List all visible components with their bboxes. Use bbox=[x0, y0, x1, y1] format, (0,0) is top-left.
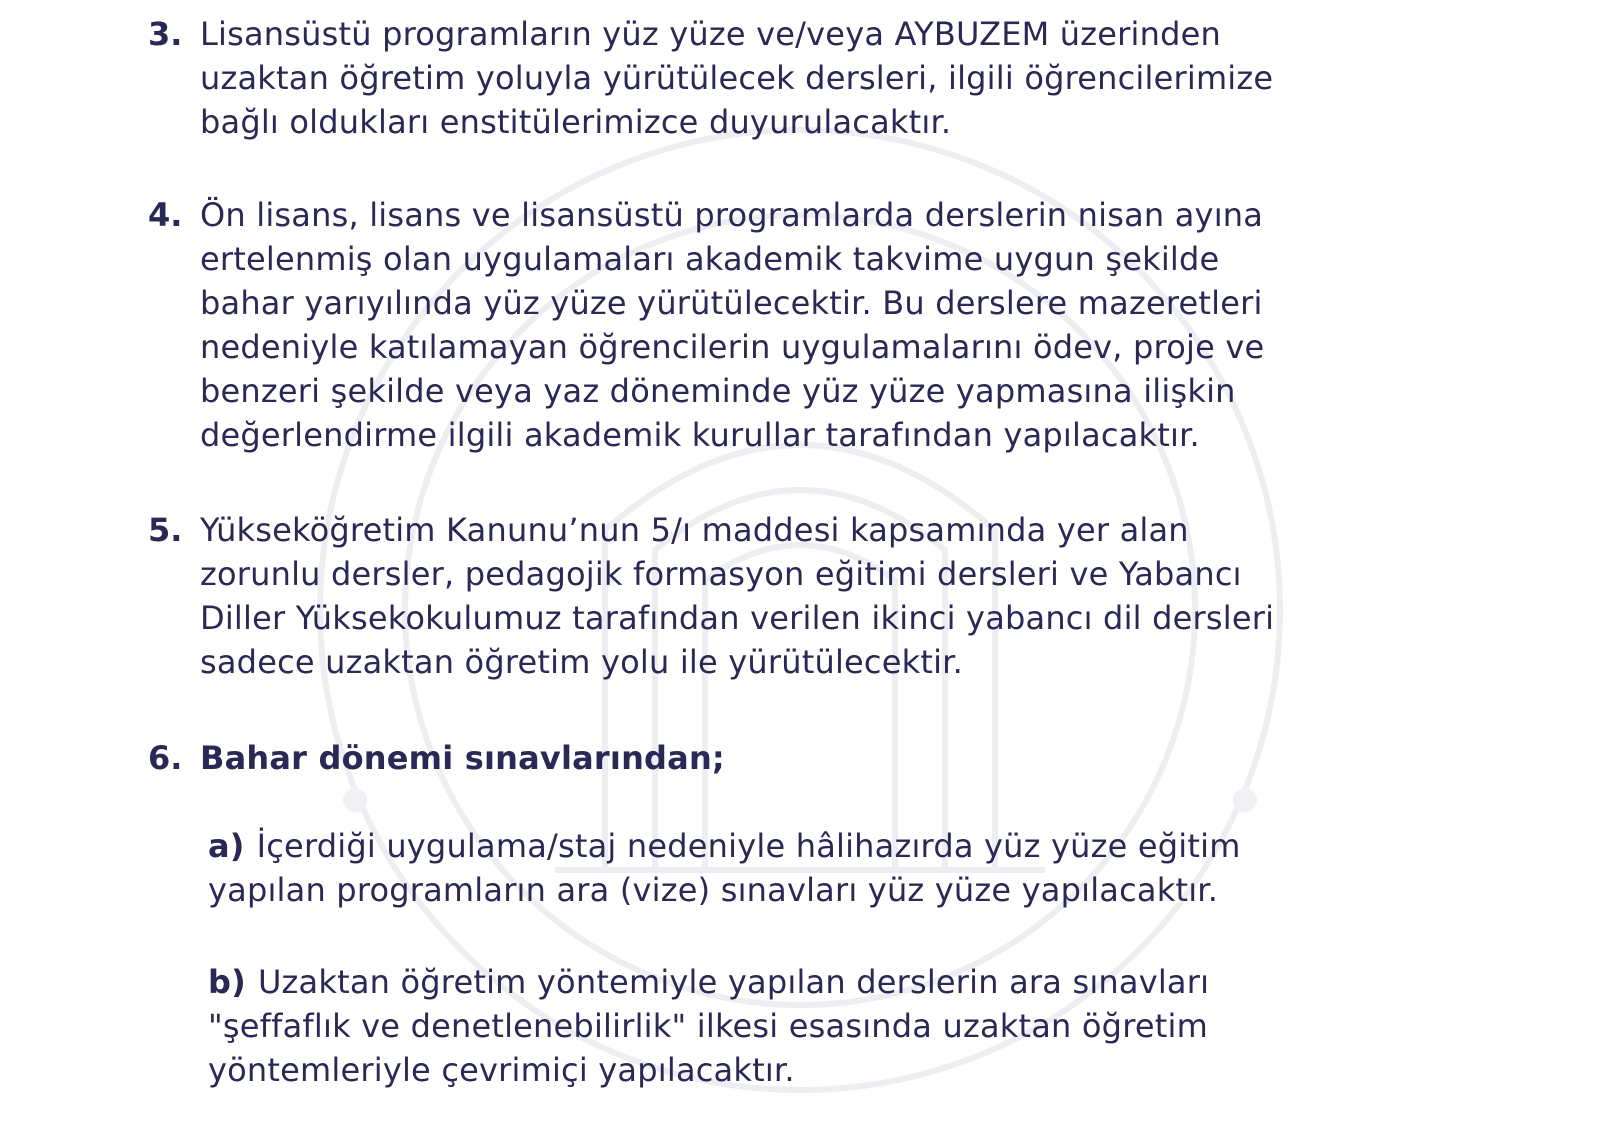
item-line: Ön lisans, lisans ve lisansüstü programlarda derslerin nisan ayına bbox=[200, 196, 1264, 234]
subitem-label: a) bbox=[208, 827, 245, 865]
item-text bbox=[200, 508, 1560, 684]
item-line: bahar yarıyılında yüz yüze yürütülecektir. Bu derslere mazeretleri bbox=[200, 284, 1263, 322]
item-number: 6. bbox=[148, 739, 183, 777]
item-number: 4. bbox=[148, 196, 183, 234]
item-number: 5. bbox=[148, 511, 183, 549]
subitem-line: yöntemleriyle çevrimiçi yapılacaktır. bbox=[208, 1051, 795, 1089]
item-line: değerlendirme ilgili akademik kurullar tarafından yapılacaktır. bbox=[200, 416, 1200, 454]
subitem-line bbox=[208, 960, 1568, 1004]
subitem-line bbox=[208, 824, 1568, 868]
subitem-b bbox=[208, 960, 1568, 1092]
subitem-label: b) bbox=[208, 963, 246, 1001]
item-line: sadece uzaktan öğretim yolu ile yürütülecektir. bbox=[200, 643, 963, 681]
section-heading: Bahar dönemi sınavlarından; bbox=[200, 739, 725, 777]
subitem-line: "şeffaflık ve denetlenebilirlik" ilkesi esasında uzaktan öğretim bbox=[208, 1007, 1208, 1045]
subitem-a bbox=[208, 824, 1568, 912]
item-line: benzeri şekilde veya yaz döneminde yüz yüze yapmasına ilişkin bbox=[200, 372, 1236, 410]
item-line: zorunlu dersler, pedagojik formasyon eğitimi dersleri ve Yabancı bbox=[200, 555, 1242, 593]
item-text bbox=[200, 193, 1560, 457]
item-text bbox=[200, 12, 1560, 144]
subitem-line: yapılan programların ara (vize) sınavları yüz yüze yapılacaktır. bbox=[208, 871, 1219, 909]
item-line: Diller Yüksekokulumuz tarafından verilen ikinci yabancı dil dersleri bbox=[200, 599, 1275, 637]
item-line: nedeniyle katılamayan öğrencilerin uygulamalarını ödev, proje ve bbox=[200, 328, 1265, 366]
item-line: Yükseköğretim Kanunu’nun 5/ı maddesi kapsamında yer alan bbox=[200, 511, 1189, 549]
item-line: ertelenmiş olan uygulamaları akademik takvime uygun şekilde bbox=[200, 240, 1220, 278]
item-line: Lisansüstü programların yüz yüze ve/veya AYBUZEM üzerinden bbox=[200, 15, 1221, 53]
subitem-first-line: Uzaktan öğretim yöntemiyle yapılan derslerin ara sınavları bbox=[257, 963, 1210, 1001]
item-line: uzaktan öğretim yoluyla yürütülecek dersleri, ilgili öğrencilerimize bbox=[200, 59, 1274, 97]
item-line: bağlı oldukları enstitülerimizce duyurulacaktır. bbox=[200, 103, 952, 141]
item-heading bbox=[200, 736, 1560, 780]
item-number: 3. bbox=[148, 15, 183, 53]
subitem-first-line: İçerdiği uygulama/staj nedeniyle hâlihazırda yüz yüze eğitim bbox=[256, 827, 1241, 865]
